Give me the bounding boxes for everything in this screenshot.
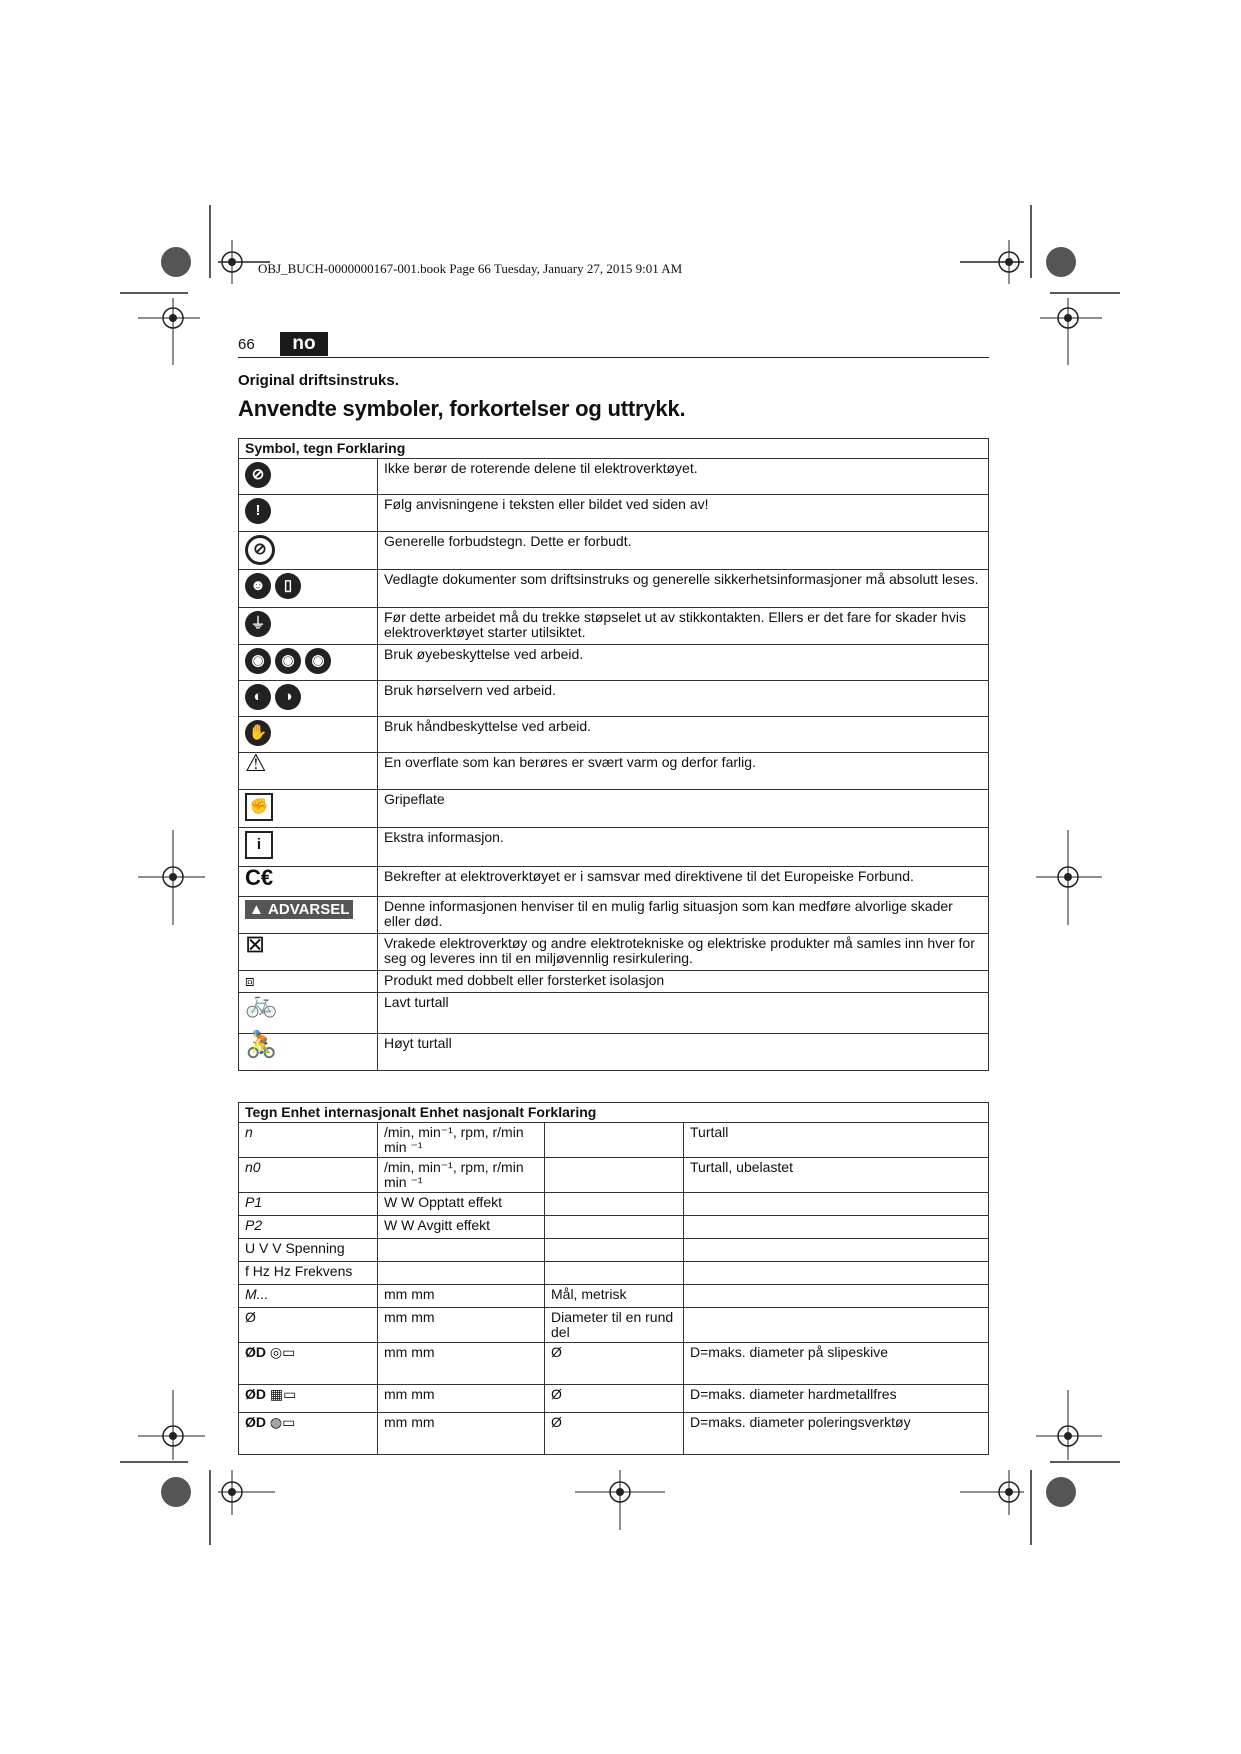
table-row: Vrakede elektroverktøy og andre elektrotekniske og elektriske produkter må samles inn hver for seg og leveres inn til en miljøvennlig resirkulering. <box>378 934 989 971</box>
table-row: Vedlagte dokumenter som driftsinstruks og generelle sikkerhetsinformasjoner må absolutt leses. <box>378 570 989 608</box>
units-table: Tegn Enhet internasjonalt Enhet nasjonalt Forklaring n /min, min⁻¹, rpm, r/min min ⁻¹ Turtall n0 /min, min⁻¹, rpm, r/min min ⁻¹ Turtall, ubelastet P1 W W Opptatt effekt P2 W W Avgitt effekt U V V Spenning f Hz Hz Frekvens M... mm mm Mål, metrisk Ø mm mm Diameter til en rund del ØD ◎▭ mm mm Ø D=maks. diameter på slipeskive ØD ▦▭ mm mm Ø D=maks. diameter hardmetallfres ØD ◍▭ mm mm Ø D=maks. diameter poleringsverktøy <box>238 1102 989 1455</box>
unit-symbol: Ø <box>239 1308 378 1343</box>
prohibition-icon: ⊘ <box>245 535 275 565</box>
eye-protection-icon: ◉ <box>275 648 301 674</box>
table-row: Høyt turtall <box>378 1034 989 1071</box>
table-row: Ikke berør de roterende delene til elektroverktøyet. <box>378 459 989 495</box>
symbols-table <box>238 438 989 1071</box>
book-icon: ▯ <box>275 573 301 599</box>
table-row: Denne informasjonen henviser til en mulig farlig situasjon som kan medføre alvorlige skader eller død. <box>378 897 989 934</box>
grip-surface-icon: ✊ <box>245 793 273 821</box>
page-number: 66 <box>238 336 255 353</box>
unit-symbol: n <box>239 1123 378 1158</box>
table-row: Følg anvisningene i teksten eller bildet ved siden av! <box>378 495 989 532</box>
diameter-tool-icon: ØD ◍▭ <box>239 1413 378 1455</box>
eye-protection-icon: ◉ <box>305 648 331 674</box>
diameter-tool-icon: ØD ▦▭ <box>239 1385 378 1413</box>
warning-icon: ▲ <box>249 901 264 918</box>
weee-bin-icon: ⊠ <box>245 931 266 958</box>
table-row: En overflate som kan berøres er svært varm og derfor farlig. <box>378 753 989 790</box>
eye-protection-icon: ◉ <box>245 648 271 674</box>
table-row: Gripeflate <box>378 790 989 828</box>
warning-badge: ▲ ADVARSEL <box>245 900 353 919</box>
unit-symbol: U V V Spenning <box>239 1239 378 1262</box>
table-row: Ekstra informasjon. <box>378 828 989 867</box>
ce-mark-icon: C€ <box>245 865 274 890</box>
high-speed-icon: 🚴 <box>245 1029 278 1059</box>
unit-symbol: n0 <box>239 1158 378 1193</box>
file-info-header: OBJ_BUCH-0000000167-001.book Page 66 Tuesday, January 27, 2015 9:01 AM <box>258 261 683 276</box>
header-rule <box>238 357 989 358</box>
info-icon: i <box>245 831 273 859</box>
hand-protection-icon: ✋ <box>245 720 271 746</box>
table-row: Før dette arbeidet må du trekke støpselet ut av stikkontakten. Ellers er det fare for skader hvis elektroverktøyet starter utilsiktet. <box>378 608 989 645</box>
unplug-icon: ⏚ <box>245 611 271 637</box>
units-table-header: Tegn Enhet internasjonalt Enhet nasjonalt Forklaring <box>239 1103 989 1123</box>
table-row: Bruk øyebeskyttelse ved arbeid. <box>378 645 989 681</box>
table-row: Lavt turtall <box>378 993 989 1034</box>
unit-symbol: P2 <box>239 1216 378 1239</box>
table-row: Bruk håndbeskyttelse ved arbeid. <box>378 717 989 753</box>
page-title: Anvendte symboler, forkortelser og uttrykk. <box>238 396 686 421</box>
hot-surface-icon: ⚠ <box>245 750 267 777</box>
no-touch-rotating-icon: ⊘ <box>245 462 271 488</box>
document-subtitle: Original driftsinstruks. <box>238 372 399 389</box>
low-speed-icon: 🚲 <box>245 988 278 1018</box>
symbols-table-header: Symbol, tegn Forklaring <box>239 439 989 459</box>
read-manual-icon: ☻ <box>245 573 271 599</box>
unit-symbol: P1 <box>239 1193 378 1216</box>
table-row: Bekrefter at elektroverktøyet er i samsvar med direktivene til det Europeiske Forbund. <box>378 867 989 897</box>
ear-protection-icon: ◐ <box>245 684 271 710</box>
unit-symbol: M... <box>239 1285 378 1308</box>
table-row: Bruk hørselvern ved arbeid. <box>378 681 989 717</box>
double-insulation-icon: ⧈ <box>245 973 255 990</box>
ear-protection-icon: ◑ <box>275 684 301 710</box>
exclamation-icon: ! <box>245 498 271 524</box>
unit-symbol: f Hz Hz Frekvens <box>239 1262 378 1285</box>
language-badge: no <box>280 332 328 356</box>
diameter-tool-icon: ØD ◎▭ <box>239 1343 378 1385</box>
table-row: Generelle forbudstegn. Dette er forbudt. <box>378 532 989 570</box>
table-row: Produkt med dobbelt eller forsterket isolasjon <box>378 971 989 993</box>
